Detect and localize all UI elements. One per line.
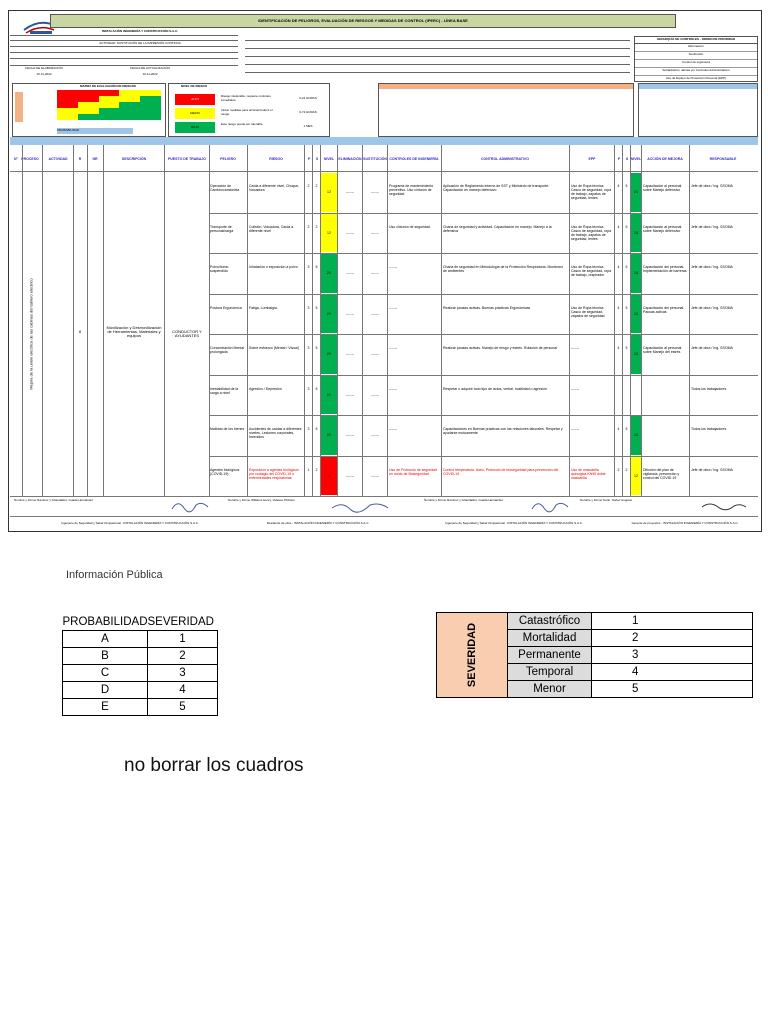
- residual-severity-cell: 5: [625, 427, 628, 431]
- elimination-cell: -------: [345, 352, 355, 356]
- col-header: PUESTO DE TRABAJO: [167, 157, 207, 161]
- risk-level-legend: [168, 83, 330, 137]
- substitution-cell: -------: [370, 433, 380, 437]
- signature-role: Gerente de proyectos - INSTALACIÓN INGENIERÍA Y CONSTRUCCIÓN S.A.C.: [631, 521, 739, 525]
- probability-cell: 2: [307, 184, 310, 188]
- improvement-action-cell: Difusión del plan de vigilancia, prevención y control del COVID-19: [643, 467, 680, 480]
- severity-header: SEVERIDAD: [148, 614, 218, 631]
- residual-level-cell: 24: [631, 214, 641, 253]
- col-header: NIVEL: [630, 157, 642, 161]
- hazard-cell: Postura Ergonómica: [210, 305, 242, 310]
- ppe-cell: -------: [571, 427, 580, 431]
- hierarchy-item: Uso de Equipo de Protección Personal (EPP): [665, 76, 727, 80]
- table-header-band: [10, 137, 758, 145]
- signature-role: Ingeniero de Seguridad y Salud Ocupacional - INSTALACIÓN INGENIERÍA Y CONSTRUCCIÓN S.A.C.: [445, 521, 583, 525]
- matrix-title: MATRIZ DE EVALUACIÓN DE RIESGOS: [79, 84, 137, 88]
- col-header: ELIMINACIÓN: [338, 157, 362, 161]
- severity-cell: 2: [315, 467, 318, 472]
- signature-block: [10, 497, 758, 527]
- admin-control-cell: Realizar pausas activas. Buenas prácticas Ergonómicas: [443, 305, 531, 310]
- residual-probability-cell: 4: [617, 265, 620, 269]
- table-row: A 1: [63, 631, 218, 648]
- signature-role: Residente de obra - INSTALACIÓN INGENIERÍA Y CONSTRUCCIÓN S.A.C.: [266, 521, 370, 525]
- table-row: Menor 5: [437, 681, 753, 698]
- elimination-cell: -------: [345, 271, 355, 275]
- risk-level-title: NIVEL DE RIESGO: [180, 84, 208, 88]
- ppe-cell: Uso de Ropa técnica Casco de seguridad, ropa de trabajo, zapatos de seguridad, lentes: [571, 224, 612, 241]
- ppe-cell: Uso de Ropa técnica Casco de seguridad, ropa de trabajo, zapatos de seguridad, lentes: [571, 184, 612, 200]
- col-header: CONTROL ADMINISTRATIVO: [481, 157, 529, 161]
- elimination-cell: -------: [345, 433, 355, 437]
- col-header: P: [617, 157, 621, 161]
- signature-scribble: [530, 499, 570, 513]
- engineering-control-cell: -------: [389, 305, 398, 310]
- col-header: PROCESO: [21, 157, 39, 161]
- risk-level-cell: 20: [321, 254, 337, 293]
- hierarchy-item: Eliminación: [635, 44, 757, 52]
- probability-table: [62, 614, 218, 716]
- elimination-cell: -------: [345, 230, 355, 235]
- admin-control-cell: Aplicación de Reglamento interno de SST y Ministerio de transporte. Capacitación en manejo defensivo: [443, 184, 550, 192]
- hierarchy-title: JERARQUÍA DE CONTROLES - ORDEN DE PRIORIDAD: [635, 37, 757, 44]
- severity-cell: 5: [315, 386, 318, 391]
- residual-severity-cell: [623, 387, 630, 414]
- admin-control-cell: Control temperatura. Aseo. Protocolo de bioseguridad para prevención del COVID-19: [443, 467, 559, 476]
- residual-probability-cell: 2: [617, 467, 620, 472]
- col-header: PELIGRO: [220, 157, 236, 161]
- col-header: SUSTITUCIÓN: [363, 157, 387, 161]
- signature-scribble: [170, 499, 210, 513]
- hazard-cell: Polvo/humo suspendido: [210, 265, 229, 273]
- engineering-control-cell: Uso cinturón de seguridad: [389, 224, 430, 229]
- public-info-label: Información Pública: [66, 569, 163, 581]
- severity-cell: 2: [315, 224, 318, 229]
- responsible-cell: Jefe de obra / Ing. SSOMA: [691, 184, 733, 188]
- ppe-cell: -------: [571, 346, 580, 350]
- hazard-cell: Maltrato de los bienes: [210, 427, 245, 431]
- residual-level-cell: [631, 376, 641, 415]
- probability-cell: 3: [307, 427, 310, 431]
- residual-level-cell: 24: [631, 254, 641, 293]
- ppe-cell: Uso de Ropa técnica Casco de seguridad, ropa de trabajo, respirador: [571, 265, 612, 277]
- responsible-cell: Jefe de obra / Ing. SSOMA: [691, 346, 733, 350]
- table-row: Temporal 4: [437, 664, 753, 681]
- table-row: Permanente 3: [437, 647, 753, 664]
- admin-control-cell: Capacitaciones en Buenas prácticas con las relaciones laborales. Respetar y ayudarse mutuamente: [443, 427, 563, 435]
- hierarchy-item: Señalización, alertas y/o Controles Administrativos: [635, 68, 757, 76]
- engineering-control-cell: Uso de Protocolo de seguridad en modo de Bioseguridad: [389, 467, 438, 476]
- risk-matrix: [12, 83, 166, 137]
- probability-header: PROBABILIDAD: [63, 614, 148, 631]
- risk-medium-time: 0-72 HORAS: [299, 110, 317, 114]
- residual-level-cell: 24: [631, 335, 641, 374]
- ppe-cell: Uso de mascarilla quirúrgica KN95 doble mascarilla: [571, 467, 606, 480]
- residual-level-cell: 12: [631, 457, 641, 496]
- risk-level-cell: 20: [321, 416, 337, 455]
- risk-medium-desc: Iniciar medidas para eliminar/reducir el riesgo.: [221, 108, 273, 116]
- elaboration-date: 10-11-2022: [36, 72, 52, 76]
- signature-role: Ingeniero de Seguridad y Salud Ocupacional - INSTALACIÓN INGENIERÍA Y CONSTRUCCIÓN S.A.C.: [61, 521, 199, 525]
- col-header: EPP: [588, 157, 596, 161]
- residual-level-cell: 24: [631, 173, 641, 212]
- residual-probability-cell: 4: [617, 305, 620, 310]
- residual-severity-cell: 5: [625, 224, 628, 229]
- table-row: C 3: [63, 665, 218, 682]
- residual-probability-cell: [615, 387, 622, 414]
- engineering-control-cell: Programa de mantenimiento preventivo. Uso cinturón de seguridad: [389, 184, 434, 196]
- table-row: SEVERIDAD Catastrófico 1: [437, 613, 753, 630]
- risk-cell: Exposición a agentes biológicos por contagio del COVID-19 o enfermedades respiratorias: [249, 467, 299, 480]
- severity-strip: [15, 92, 23, 122]
- substitution-cell: -------: [370, 392, 380, 397]
- elimination-cell: -------: [345, 392, 355, 397]
- hazard-cell: Transporte de personal/carga: [210, 224, 234, 233]
- substitution-cell: -------: [370, 230, 380, 235]
- responsible-cell: Jefe de obra / Ing. SSOMA: [691, 265, 733, 269]
- signature-name: Nombre y Firma: Williams Henry, Velasco Pinheiro: [228, 498, 295, 502]
- signature-name: Nombre y Firma: Ramírez y Ghandallos, Guada Hernández: [424, 498, 504, 502]
- substitution-cell: -------: [370, 311, 380, 316]
- residual-severity-cell: 5: [625, 265, 628, 269]
- col-header: R: [78, 157, 82, 161]
- improvement-action-cell: Capacitación al personal sobre Manejo defensivo: [643, 224, 682, 233]
- risk-level-cell: 12: [321, 173, 337, 212]
- improvement-action-cell: Capacitación del personal. Implementación de barreras: [643, 265, 687, 273]
- elimination-cell: -------: [345, 473, 355, 478]
- hierarchy-item: Sustitución: [635, 52, 757, 60]
- severity-label: SEVERIDAD: [437, 613, 508, 698]
- substitution-cell: -------: [370, 352, 380, 356]
- residual-probability-cell: 4: [617, 224, 620, 229]
- hazard-cell: Operación de Camión/camioneta: [210, 184, 240, 192]
- hierarchy-item: Control de ingeniería: [635, 60, 757, 68]
- hierarchy-box: [634, 36, 758, 82]
- responsible-cell: Todos los trabajadores: [691, 386, 727, 391]
- sheet-title: IDENTIFICACIÓN DE PELIGROS, EVALUACIÓN DE RIESGOS Y MEDIDAS DE CONTROL (IPERC) - LÍNEA BASE: [50, 14, 676, 28]
- residual-severity-cell: 5: [625, 346, 628, 350]
- col-header: DESCRIPCIÓN: [121, 157, 147, 161]
- risk-cell: Inhalación o exposición a polvo: [249, 265, 298, 269]
- risk-cell: Caída a diferente nivel, Choque, Volcadura: [249, 184, 300, 192]
- risk-level-cell: 20: [321, 376, 337, 415]
- col-header: CONTROLES DE INGENIERÍA: [389, 157, 439, 161]
- col-header: S: [625, 157, 629, 161]
- table-row: B 2: [63, 648, 218, 665]
- hazard-cell: Agentes biológicos (COVID-19): [210, 467, 240, 476]
- responsible-cell: Todos los trabajadores: [691, 427, 727, 431]
- signature-scribble: [700, 499, 748, 513]
- elimination-cell: -------: [345, 311, 355, 316]
- job-position: CONDUCTOR Y AYUDANTES: [172, 329, 202, 338]
- signature-name: Nombre y Firma: Ramírez y Ghandallos, Guada Hernández: [14, 498, 94, 502]
- table-row: E 5: [63, 699, 218, 716]
- probability-cell: 2: [307, 224, 310, 229]
- company-name: INSTALACIÓN INGENIERÍA Y CONSTRUCCIÓN S.A.C.: [101, 29, 179, 33]
- improvement-action-cell: [643, 427, 688, 454]
- severity-cell: 5: [315, 305, 318, 310]
- probability-cell: 1: [307, 467, 310, 472]
- engineering-control-cell: -------: [389, 265, 398, 269]
- table-row: Mortalidad 2: [437, 630, 753, 647]
- risk-high-swatch: ALTO: [175, 94, 215, 105]
- residual-severity-cell: 5: [625, 184, 628, 188]
- engineering-control-cell: -------: [389, 386, 398, 391]
- residual-severity-cell: 5: [625, 305, 628, 310]
- signature-name: Nombre y Firma: Karin, Nuñez Augusto: [580, 498, 633, 502]
- elimination-cell: -------: [345, 190, 355, 194]
- col-header: RIESGO: [269, 157, 283, 161]
- responsible-cell: Jefe de obra / Ing. SSOMA: [691, 467, 733, 472]
- residual-probability-cell: 4: [617, 346, 620, 350]
- severity-table-wrap: [436, 612, 753, 698]
- risk-cell: Accidentes de caídas a diferentes niveles, Lesiones corporales, Incendios: [249, 427, 302, 439]
- severity-cell: 5: [315, 427, 318, 431]
- risk-medium-swatch: MEDIO: [175, 108, 215, 119]
- severity-cell: 5: [315, 346, 318, 350]
- risk-cell: Sobre esfuerzo (Mental / Visual): [249, 346, 299, 350]
- risk-cell: Colisión, Volcadura, Caída a diferente nivel: [249, 224, 294, 233]
- probability-cell: 3: [307, 346, 310, 350]
- probability-cell: 3: [307, 265, 310, 269]
- ppe-cell: Uso de Ropa técnica Casco de seguridad, zapatos de seguridad: [571, 305, 605, 318]
- activity-number: 8: [78, 329, 82, 334]
- signature-scribble: [330, 499, 390, 513]
- activity-description: Movilización y Desmovilización de Herramientas, Materiales y equipos: [106, 325, 162, 338]
- update-label: FECHA DE ACTUALIZACIÓN: [130, 66, 170, 70]
- matrix-grid: [57, 90, 161, 120]
- severity-cell: 5: [315, 265, 318, 269]
- probability-description-box: [638, 83, 758, 137]
- residual-probability-cell: 4: [617, 184, 620, 188]
- risk-level-cell: 4: [321, 457, 337, 496]
- responsible-cell: Jefe de obra / Ing. SSOMA: [691, 305, 733, 310]
- residual-level-cell: 24: [631, 295, 641, 334]
- improvement-action-cell: Capacitación al personal sobre Manejo defensivo: [643, 184, 682, 192]
- severity-table: [436, 612, 753, 698]
- update-date: 10-11-2022: [142, 72, 158, 76]
- risk-level-cell: 20: [321, 295, 337, 334]
- process-cell: Mejora de la unión eléctrica de las cabinas del tablero eléctrico: [29, 278, 34, 390]
- risk-level-cell: 12: [321, 214, 337, 253]
- admin-control-cell: Charla de seguridad y actividad. Capacitación en manejo. Manejo a la defensiva: [443, 224, 552, 233]
- col-header: ACCIÓN DE MEJORA: [647, 157, 683, 161]
- activity-title: ACTIVIDAD: SUSTITUCIÓN DE LA IMPRESIÓN CONTINUA: [99, 41, 181, 45]
- risk-high-desc: Riesgo intolerable, requiere controles inmediatos.: [221, 94, 271, 102]
- engineering-control-cell: -------: [389, 427, 398, 431]
- probability-strip: PROBABILIDAD: [57, 128, 133, 134]
- elaboration-label: FECHA DE ELABORACIÓN: [25, 66, 63, 70]
- responsible-cell: Jefe de obra / Ing. SSOMA: [691, 224, 733, 229]
- do-not-delete-note: no borrar los cuadros: [124, 755, 304, 776]
- severity-cell: 2: [315, 184, 318, 188]
- admin-control-cell: Charla de seguridad en Metodología de la Protección Respiratoria. Monitoreo de ambientes: [443, 265, 564, 273]
- substitution-cell: -------: [370, 473, 380, 478]
- probability-cell: 3: [307, 305, 310, 310]
- admin-control-cell: Respetar o adquirir todo tipo de actos, verbal, hostilidad o agresión: [443, 386, 547, 391]
- improvement-action-cell: Capacitación al personal sobre Manejo del estrés: [643, 346, 682, 354]
- risk-low-swatch: BAJO: [175, 122, 215, 133]
- col-header: S: [315, 157, 319, 161]
- risk-high-time: 0-24 HORAS: [299, 96, 317, 100]
- substitution-cell: -------: [370, 190, 380, 194]
- residual-probability-cell: 4: [617, 427, 620, 431]
- engineering-control-cell: -------: [389, 346, 398, 350]
- risk-cell: Fatiga, Lumbalgia: [249, 305, 277, 310]
- risk-low-time: 1 MES: [303, 124, 313, 128]
- hazard-cell: Inestabilidad de la carga a nivel: [210, 386, 239, 395]
- table-row: D 4: [63, 682, 218, 699]
- risk-cell: Agresión / Depresión: [249, 386, 282, 391]
- col-header: N°: [14, 157, 18, 161]
- residual-severity-cell: 2: [625, 467, 628, 472]
- admin-control-cell: Realizar pausas activas. Manejo de riesgo y estrés. Rotación de personal: [443, 346, 558, 350]
- ppe-cell: -------: [571, 386, 580, 391]
- col-header: NR: [92, 157, 98, 161]
- col-header: RESPONSABLE: [709, 157, 737, 161]
- residual-level-cell: 24: [631, 416, 641, 455]
- hazard-cell: Concentración Mental prolongada: [210, 346, 245, 354]
- improvement-action-cell: [643, 387, 688, 414]
- risk-low-desc: Este riesgo puede ser tolerable.: [221, 122, 264, 126]
- severity-description-box: [378, 83, 634, 137]
- substitution-cell: -------: [370, 271, 380, 275]
- probability-cell: 3: [307, 386, 310, 391]
- risk-level-cell: 20: [321, 335, 337, 374]
- col-header: P: [307, 157, 311, 161]
- col-header: ACTIVIDAD: [48, 157, 68, 161]
- col-header: NIVEL: [323, 157, 335, 161]
- improvement-action-cell: Capacitación del personal. Pausas activas: [643, 305, 685, 314]
